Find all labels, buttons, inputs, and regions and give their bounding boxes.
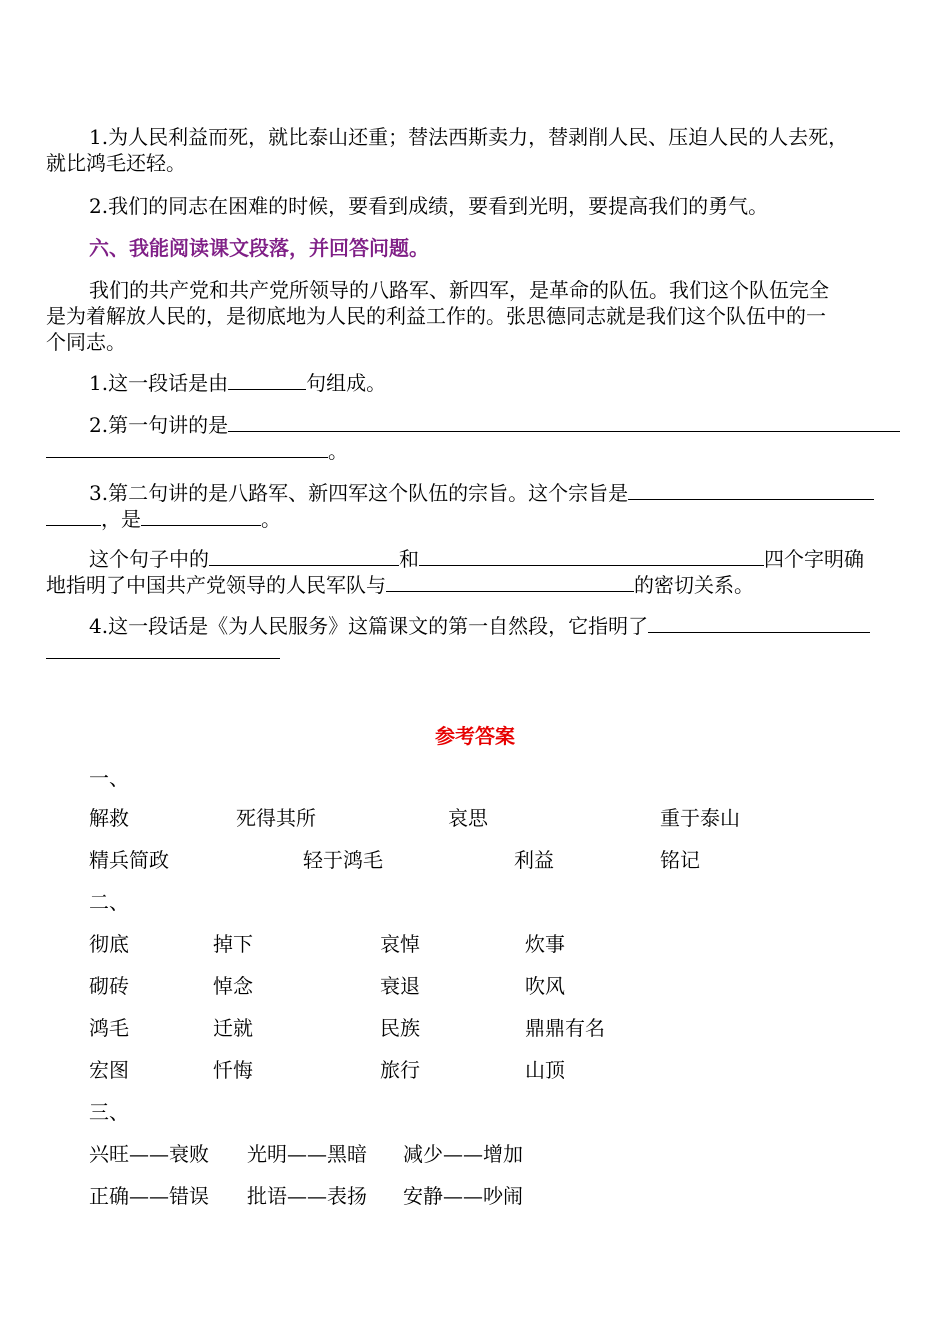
answer-word: 忏悔 (213, 1058, 253, 1082)
question-2-cont (46, 439, 918, 464)
answer-blank[interactable] (228, 371, 306, 390)
question-3-sub-text-d: 地指明了中国共产党领导的人民军队与 (46, 573, 386, 597)
answer-word: 掉下 (213, 932, 253, 956)
answer-word: 利益 (514, 848, 554, 872)
answer-blank[interactable] (46, 507, 101, 526)
answer-word: 民族 (380, 1016, 420, 1040)
question-1-text-end: 句组成。 (306, 371, 387, 395)
answer-word: 衰退 (380, 974, 420, 998)
answer-word: 宏图 (89, 1058, 129, 1082)
answer-word: 鸿毛 (89, 1016, 129, 1040)
question-3-sub-text-b: 和 (399, 547, 419, 571)
question-4 (46, 614, 918, 639)
question-3-text: 3.第二句讲的是八路军、新四军这个队伍的宗旨。这个宗旨是 (89, 481, 629, 505)
answer-word: 迁就 (213, 1016, 253, 1040)
sentence-1: 1.为人民利益而死，就比泰山还重；替法西斯卖力，替剥削人民、压迫人民的人去死， (89, 125, 849, 149)
passage-line-1: 我们的共产党和共产党所领导的八路军、新四军，是革命的队伍。我们这个队伍完全 (89, 278, 829, 302)
answer-blank[interactable] (46, 640, 280, 659)
sentence-2: 2.我们的同志在困难的时候，要看到成绩，要看到光明，要提高我们的勇气。 (89, 194, 769, 218)
question-3-end: 。 (261, 507, 281, 531)
antonym-pair: 减少——增加 (403, 1142, 523, 1166)
question-3-sub (46, 547, 918, 572)
question-3-sub-text-a: 这个句子中的 (89, 547, 209, 571)
answer-blank[interactable] (141, 507, 261, 526)
antonym-pair: 批语——表扬 (247, 1184, 367, 1208)
answer-blank[interactable] (209, 547, 399, 566)
question-2 (46, 413, 918, 438)
sentence-1-cont: 就比鸿毛还轻。 (46, 151, 186, 175)
question-1-text: 1.这一段话是由 (89, 371, 229, 395)
answer-word: 鼎鼎有名 (525, 1016, 605, 1040)
answer-blank[interactable] (648, 614, 870, 633)
question-3-sub-cont (46, 573, 918, 598)
answer-word: 哀思 (448, 806, 488, 830)
answer-word: 彻底 (89, 932, 129, 956)
passage-line-3: 个同志。 (46, 330, 126, 354)
question-4-text: 4.这一段话是《为人民服务》这篇课文的第一自然段，它指明了 (89, 614, 649, 638)
answer-word: 悼念 (213, 974, 253, 998)
antonym-pair: 安静——吵闹 (403, 1184, 523, 1208)
passage-line-2: 是为着解放人民的，是彻底地为人民的利益工作的。张思德同志就是我们这个队伍中的一 (46, 304, 826, 328)
antonym-pair: 正确——错误 (89, 1184, 209, 1208)
answer-blank[interactable] (628, 481, 874, 500)
question-4-cont (46, 640, 918, 665)
answer-word: 砌砖 (89, 974, 129, 998)
question-3 (46, 481, 918, 506)
question-3-sub-text-c: 四个字明确 (764, 547, 864, 571)
question-3-sub-text-e: 的密切关系。 (634, 573, 754, 597)
answer-word: 精兵简政 (89, 848, 169, 872)
answer-title: 参考答案 (435, 724, 515, 748)
answer-word: 旅行 (380, 1058, 420, 1082)
answer-word: 哀悼 (380, 932, 420, 956)
answer-blank[interactable] (46, 439, 328, 458)
answer-blank[interactable] (228, 413, 900, 432)
part-2-label: 二、 (89, 890, 129, 914)
answer-blank[interactable] (419, 547, 764, 566)
antonym-pair: 光明——黑暗 (247, 1142, 367, 1166)
part-3-label: 三、 (89, 1100, 129, 1124)
answer-word: 解救 (89, 806, 129, 830)
part-1-label: 一、 (89, 766, 129, 790)
answer-word: 轻于鸿毛 (303, 848, 383, 872)
question-3-cont (46, 507, 918, 532)
answer-word: 铭记 (660, 848, 700, 872)
answer-word: 死得其所 (236, 806, 316, 830)
antonym-pair: 兴旺——衰败 (89, 1142, 209, 1166)
answer-word: 重于泰山 (660, 806, 740, 830)
answer-word: 炊事 (525, 932, 565, 956)
answer-word: 吹风 (525, 974, 565, 998)
section-heading: 六、我能阅读课文段落，并回答问题。 (89, 236, 429, 260)
question-3-text-b: ，是 (101, 507, 141, 531)
question-2-end: 。 (328, 439, 348, 463)
answer-blank[interactable] (386, 573, 634, 592)
answer-word: 山顶 (525, 1058, 565, 1082)
question-1 (46, 371, 918, 396)
question-2-text: 2.第一句讲的是 (89, 413, 229, 437)
